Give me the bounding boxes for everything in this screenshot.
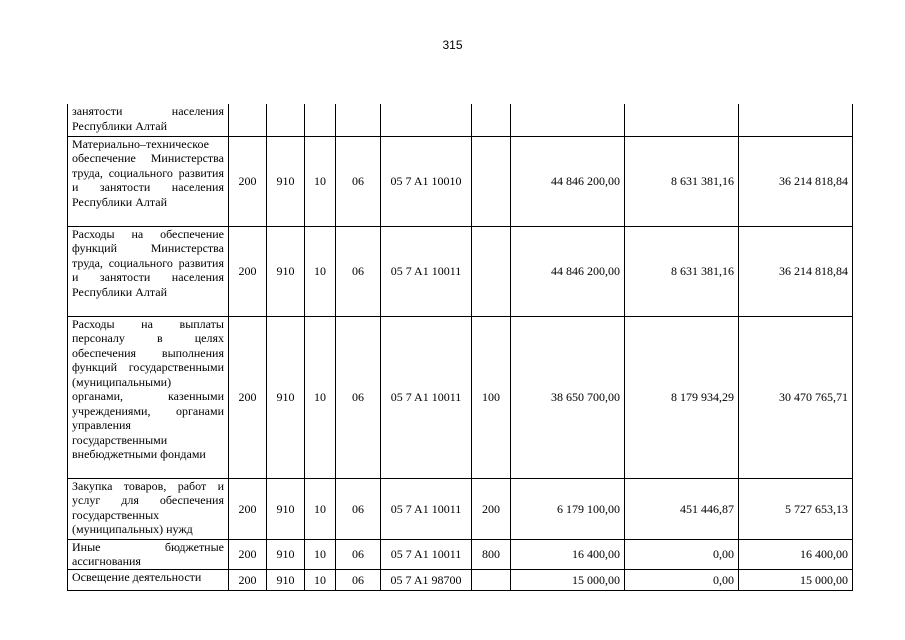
row-section: 10 — [305, 136, 336, 226]
row-subsection: 06 — [336, 316, 381, 478]
row-section: 10 — [305, 316, 336, 478]
row-target-article: 05 7 A1 10010 — [381, 136, 472, 226]
row-remaining: 36 214 818,84 — [739, 136, 853, 226]
row-description: Расходы на выплаты персоналу в целях обеспечения выполнения функций государственными (муниципальными) органами, казенными учреждениями, органами управления государственными внебюджетными фондами — [68, 316, 229, 478]
row-remaining: 16 400,00 — [739, 539, 853, 569]
row-section: 10 — [305, 569, 336, 590]
table-row — [68, 226, 853, 316]
row-target-article: 05 7 A1 10011 — [381, 316, 472, 478]
row-expense-type — [472, 569, 511, 590]
row-plan — [511, 104, 625, 136]
row-expense-type: 200 — [472, 478, 511, 539]
row-subsection — [336, 104, 381, 136]
row-remaining: 5 727 653,13 — [739, 478, 853, 539]
row-remaining: 36 214 818,84 — [739, 226, 853, 316]
row-expense-type: 100 — [472, 316, 511, 478]
row-plan: 44 846 200,00 — [511, 226, 625, 316]
row-description: Иные бюджетные ассигнования — [68, 539, 229, 569]
table-row — [68, 136, 853, 226]
row-target-article: 05 7 A1 10011 — [381, 478, 472, 539]
row-code: 200 — [229, 316, 267, 478]
row-remaining — [739, 104, 853, 136]
table-row — [68, 316, 853, 478]
table-row — [68, 569, 853, 590]
row-executed — [625, 104, 739, 136]
row-target-article: 05 7 A1 98700 — [381, 569, 472, 590]
row-remaining: 30 470 765,71 — [739, 316, 853, 478]
row-target-article — [381, 104, 472, 136]
row-section — [305, 104, 336, 136]
row-section: 10 — [305, 478, 336, 539]
row-code — [229, 104, 267, 136]
row-expense-type — [472, 226, 511, 316]
row-target-article: 05 7 A1 10011 — [381, 539, 472, 569]
row-plan: 16 400,00 — [511, 539, 625, 569]
row-ministry: 910 — [267, 478, 305, 539]
row-code: 200 — [229, 226, 267, 316]
row-expense-type: 800 — [472, 539, 511, 569]
row-target-article: 05 7 A1 10011 — [381, 226, 472, 316]
row-ministry: 910 — [267, 569, 305, 590]
table-row — [68, 104, 853, 136]
table-row — [68, 478, 853, 539]
row-plan: 44 846 200,00 — [511, 136, 625, 226]
row-executed: 8 631 381,16 — [625, 136, 739, 226]
row-remaining: 15 000,00 — [739, 569, 853, 590]
page-number: 315 — [442, 38, 463, 52]
row-subsection: 06 — [336, 539, 381, 569]
row-subsection: 06 — [336, 569, 381, 590]
row-subsection: 06 — [336, 136, 381, 226]
row-ministry: 910 — [267, 316, 305, 478]
row-description: занятости населения Республики Алтай — [68, 104, 229, 136]
row-executed: 451 446,87 — [625, 478, 739, 539]
row-code: 200 — [229, 569, 267, 590]
row-code: 200 — [229, 478, 267, 539]
row-expense-type — [472, 104, 511, 136]
row-code: 200 — [229, 539, 267, 569]
row-ministry — [267, 104, 305, 136]
row-code: 200 — [229, 136, 267, 226]
row-plan: 6 179 100,00 — [511, 478, 625, 539]
budget-table — [67, 104, 853, 591]
row-section: 10 — [305, 539, 336, 569]
row-description: Материально–техническое обеспечение Министерства труда, социального развития и занятости населения Республики Алтай — [68, 136, 229, 226]
row-section: 10 — [305, 226, 336, 316]
row-executed: 8 179 934,29 — [625, 316, 739, 478]
table-row — [68, 539, 853, 569]
row-ministry: 910 — [267, 136, 305, 226]
row-plan: 38 650 700,00 — [511, 316, 625, 478]
row-executed: 0,00 — [625, 539, 739, 569]
row-plan: 15 000,00 — [511, 569, 625, 590]
row-description: Закупка товаров, работ и услуг для обеспечения государственных (муниципальных) нужд — [68, 478, 229, 539]
row-executed: 0,00 — [625, 569, 739, 590]
row-expense-type — [472, 136, 511, 226]
row-description: Освещение деятельности — [68, 569, 229, 590]
row-description: Расходы на обеспечение функций Министерства труда, социального развития и занятости населения Республики Алтай — [68, 226, 229, 316]
row-ministry: 910 — [267, 539, 305, 569]
row-subsection: 06 — [336, 226, 381, 316]
row-subsection: 06 — [336, 478, 381, 539]
row-executed: 8 631 381,16 — [625, 226, 739, 316]
row-ministry: 910 — [267, 226, 305, 316]
